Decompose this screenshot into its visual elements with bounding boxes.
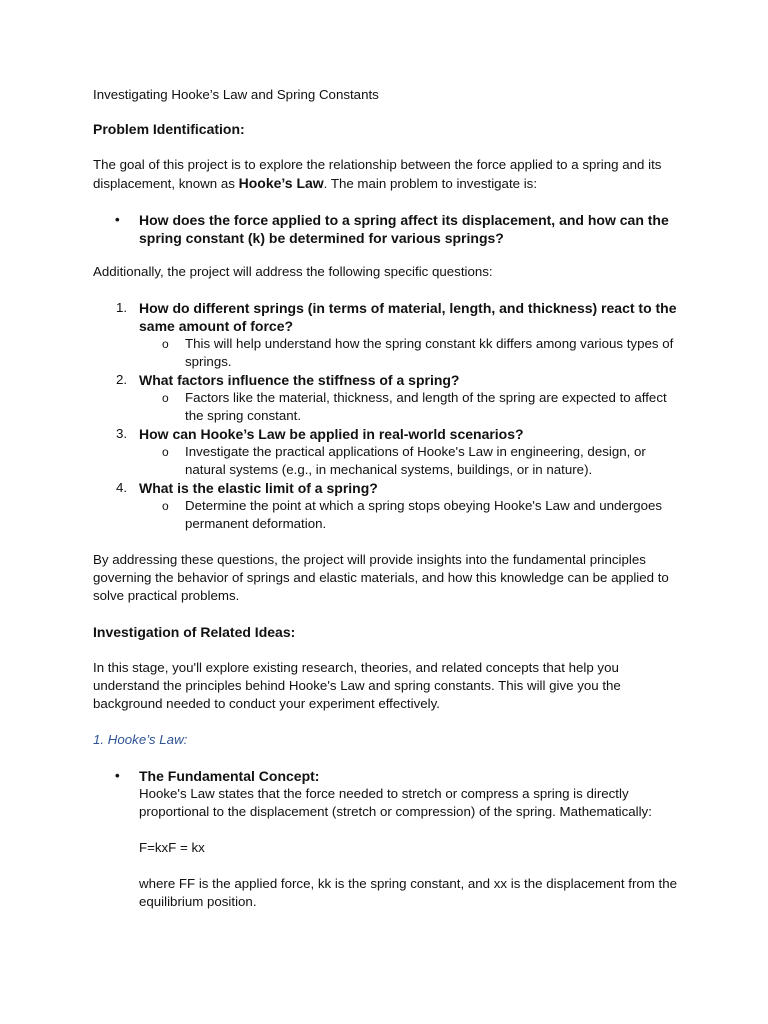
question-item <box>93 425 678 479</box>
problem-intro-paragraph <box>93 156 678 193</box>
question-detail-text: Investigate the practical applications of Hooke's Law in engineering, design, or natural systems (e.g., in mechanical systems, buildings, or in nature). <box>185 444 646 477</box>
question-text: What is the elastic limit of a spring? <box>139 480 378 496</box>
document-title: Investigating Hooke’s Law and Spring Constants <box>93 87 379 102</box>
formula-explanation: where FF is the applied force, kk is the spring constant, and xx is the displacement from the equilibrium position. <box>139 876 678 909</box>
additional-questions-intro: Additionally, the project will address the following specific questions: <box>93 264 493 279</box>
sub-bullet-glyph: o <box>162 337 169 351</box>
problem-identification-heading: Problem Identification: <box>93 121 245 137</box>
problem-conclusion-paragraph: By addressing these questions, the project will provide insights into the fundamental principles governing the behavior of springs and elastic materials, and how this knowledge can be applied to solve practical problems. <box>93 552 669 603</box>
main-question-item <box>93 211 678 247</box>
question-item <box>93 371 678 425</box>
main-question-text: How does the force applied to a spring affect its displacement, and how can the spring constant (k) be determined for various springs? <box>139 212 669 246</box>
problem-intro-text-2: . The main problem to investigate is: <box>323 176 538 191</box>
related-ideas-heading: Investigation of Related Ideas: <box>93 624 296 640</box>
hookes-law-subsection-title: 1. Hooke’s Law: <box>93 732 188 747</box>
question-text: How can Hooke’s Law be applied in real-world scenarios? <box>139 426 524 442</box>
document-page <box>93 86 678 927</box>
question-detail-text: Factors like the material, thickness, and length of the spring are expected to affect the spring constant. <box>185 390 667 423</box>
question-text: What factors influence the stiffness of a spring? <box>139 372 460 388</box>
question-number: 1. <box>116 300 128 315</box>
question-number: 2. <box>116 372 128 387</box>
question-number: 3. <box>116 426 128 441</box>
question-detail-item <box>139 389 678 425</box>
question-detail-list <box>139 335 678 371</box>
concept-body-text: Hooke's Law states that the force needed to stretch or compress a spring is directly proportional to the displacement (stretch or compression) of the spring. Mathematically: <box>139 786 652 819</box>
main-question-list <box>93 211 678 247</box>
hookes-law-bold-term: Hooke’s Law <box>238 175 324 191</box>
sub-bullet-glyph: o <box>162 391 169 405</box>
question-detail-list <box>139 389 678 425</box>
bullet-glyph: • <box>115 768 120 783</box>
question-detail-text: This will help understand how the spring constant kk differs among various types of springs. <box>185 336 674 369</box>
question-item <box>93 299 678 371</box>
question-detail-text: Determine the point at which a spring stops obeying Hooke's Law and undergoes permanent deformation. <box>185 498 663 531</box>
sub-bullet-glyph: o <box>162 499 169 513</box>
question-detail-item <box>139 497 678 533</box>
question-text: How do different springs (in terms of material, length, and thickness) react to the same amount of force? <box>139 300 677 334</box>
specific-questions-list <box>93 299 678 533</box>
question-detail-list <box>139 497 678 533</box>
bullet-glyph: • <box>115 212 120 227</box>
hookes-law-formula: F=kxF = kx <box>139 840 205 855</box>
question-number: 4. <box>116 480 128 495</box>
sub-bullet-glyph: o <box>162 445 169 459</box>
question-item <box>93 479 678 533</box>
question-detail-item <box>139 443 678 479</box>
concept-list <box>93 767 678 911</box>
question-detail-list <box>139 443 678 479</box>
question-detail-item <box>139 335 678 371</box>
concept-title: The Fundamental Concept: <box>139 768 320 784</box>
concept-item <box>93 767 678 911</box>
related-ideas-intro: In this stage, you'll explore existing research, theories, and related concepts that help you understand the principles behind Hooke's Law and spring constants. This will give you the background needed to conduct your experiment effectively. <box>93 660 621 711</box>
problem-intro-text-1: The goal of this project is to explore the relationship between the force applied to a spring and its displacement, known as <box>93 157 662 191</box>
